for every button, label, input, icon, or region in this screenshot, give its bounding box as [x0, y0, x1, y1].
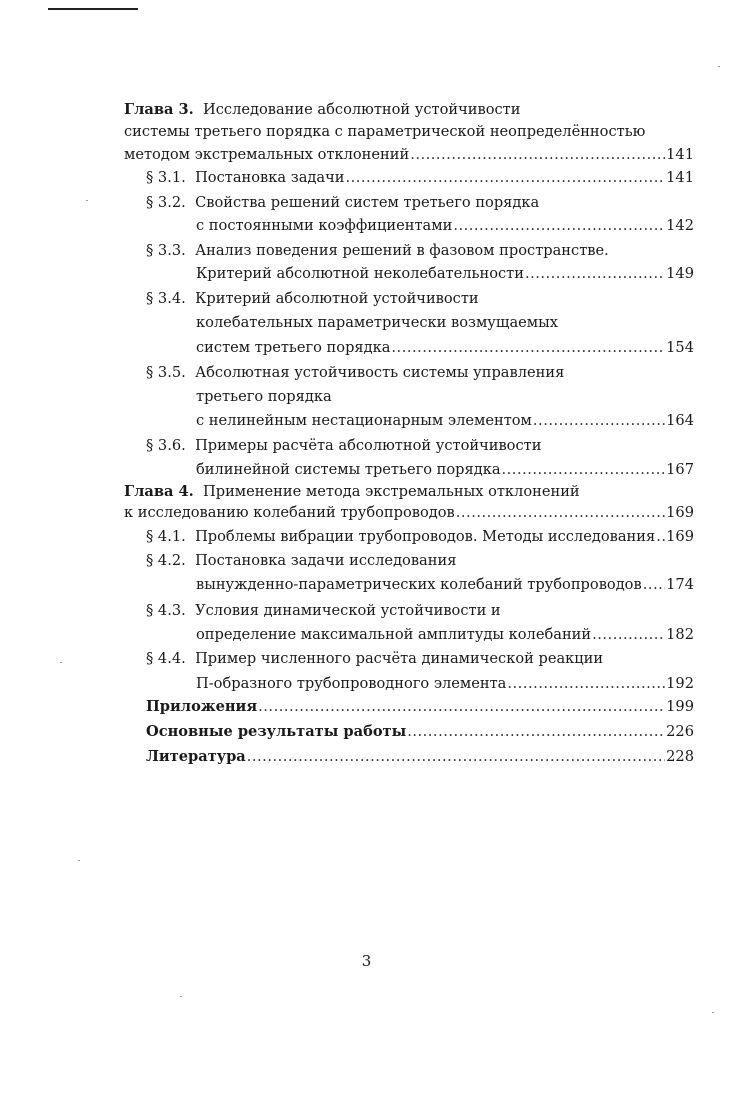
dot-leader [507, 673, 665, 695]
page-ref: 199 [666, 698, 694, 715]
section-title: Анализ поведения решений в фазовом пространстве. [195, 242, 609, 259]
dot-leader [345, 167, 665, 189]
dot-leader [410, 144, 665, 166]
chapter-label: Глава 4. [124, 483, 194, 500]
section-number: § 3.2. [146, 194, 186, 211]
section-title: с нелинейным нестационарным элементом [196, 412, 532, 429]
dot-leader [391, 337, 665, 359]
toc-chapter-3-line-2 [124, 121, 645, 143]
toc-chapter-4-heading [124, 481, 580, 503]
scan-speck [86, 200, 88, 201]
section-title: Критерий абсолютной устойчивости [195, 290, 479, 307]
toc-results [146, 721, 694, 743]
page-ref: 169 [666, 504, 694, 521]
page-ref: 154 [666, 339, 694, 356]
toc-section-4-2-cont [196, 574, 694, 596]
section-title: Проблемы вибрации трубопроводов. Методы исследования [195, 528, 656, 545]
dot-leader [407, 721, 665, 743]
toc-section-4-4-cont [196, 673, 694, 695]
scan-speck [78, 860, 80, 861]
page-ref: 142 [666, 217, 694, 234]
section-title: Постановка задачи исследования [195, 552, 457, 569]
toc-section-3-4 [146, 288, 479, 310]
toc-chapter-3-heading [124, 99, 521, 121]
toc-literature [146, 746, 694, 768]
section-number: § 3.6. [146, 437, 186, 454]
toc-section-4-3-cont [196, 624, 694, 646]
page-ref: 141 [666, 146, 694, 163]
section-number: § 4.2. [146, 552, 186, 569]
dot-leader [643, 574, 665, 596]
section-title: с постоянными коэффициентами [196, 217, 453, 234]
page-ref: 169 [666, 528, 694, 545]
chapter-label: Глава 3. [124, 101, 194, 118]
section-title: Постановка задачи [195, 169, 345, 186]
page-ref: 192 [666, 675, 694, 692]
chapter-title-line: Применение метода экстремальных отклонений [203, 483, 580, 500]
dot-leader [453, 215, 665, 237]
section-title: Примеры расчёта абсолютной устойчивости [195, 437, 542, 454]
page-number: 3 [361, 952, 372, 970]
toc-section-3-2-cont [196, 215, 694, 237]
page-ref: 149 [666, 265, 694, 282]
toc-section-4-1 [146, 526, 694, 548]
section-title: П-образного трубопроводного элемента [196, 675, 507, 692]
dot-leader [592, 624, 665, 646]
page-ref: 141 [666, 169, 694, 186]
section-title: билинейной системы третьего порядка [196, 461, 501, 478]
section-number: § 4.1. [146, 528, 186, 545]
page-ref: 167 [666, 461, 694, 478]
section-number: § 3.5. [146, 364, 186, 381]
chapter-title-line: методом экстремальных отклонений [124, 146, 410, 163]
toc-section-3-4-cont [196, 337, 694, 359]
dot-leader [456, 502, 665, 524]
toc-section-4-4 [146, 648, 603, 670]
toc-chapter-4-entry [124, 502, 694, 524]
section-title: Свойства решений систем третьего порядка [195, 194, 540, 211]
toc-section-4-2 [146, 550, 456, 572]
dot-leader [656, 526, 665, 548]
scan-speck [60, 662, 62, 663]
top-rule [48, 8, 138, 10]
chapter-title-line: к исследованию колебаний трубопроводов [124, 504, 455, 521]
section-number: § 3.3. [146, 242, 186, 259]
section-title: Условия динамической устойчивости и [195, 602, 501, 619]
back-matter-title: Литература [146, 748, 246, 765]
scan-speck [180, 996, 182, 997]
page-ref: 228 [666, 748, 694, 765]
page-ref: 226 [666, 723, 694, 740]
toc-section-3-4-line-2 [196, 312, 558, 334]
toc-section-3-1 [146, 167, 694, 189]
section-title: вынужденно-параметрических колебаний трубопроводов [196, 576, 642, 593]
section-number: § 4.4. [146, 650, 186, 667]
chapter-title-line: Исследование абсолютной устойчивости [203, 101, 521, 118]
toc-section-3-6-cont [196, 459, 694, 481]
section-title: систем третьего порядка [196, 339, 391, 356]
dot-leader [247, 746, 665, 768]
page-ref: 174 [666, 576, 694, 593]
toc-section-3-5 [146, 362, 564, 384]
toc-section-3-3-cont [196, 263, 694, 285]
toc-section-4-3 [146, 600, 501, 622]
section-title: третьего порядка [196, 388, 332, 405]
section-number: § 3.1. [146, 169, 186, 186]
page-ref: 182 [666, 626, 694, 643]
scan-speck [718, 66, 720, 67]
back-matter-title: Основные результаты работы [146, 723, 407, 740]
section-title: Критерий абсолютной неколебательности [196, 265, 524, 282]
toc-section-3-3 [146, 240, 609, 262]
dot-leader [502, 459, 666, 481]
dot-leader [525, 263, 665, 285]
toc-chapter-3-entry [124, 144, 694, 166]
toc-appendix [146, 696, 694, 718]
toc-section-3-2 [146, 192, 539, 214]
toc-section-3-6 [146, 435, 541, 457]
scan-speck [712, 1012, 714, 1013]
dot-leader [533, 410, 665, 432]
section-number: § 3.4. [146, 290, 186, 307]
section-title: колебательных параметрически возмущаемых [196, 314, 558, 331]
toc-section-3-5-line-2 [196, 386, 332, 408]
chapter-title-line: системы третьего порядка с параметрической неопределённостью [124, 123, 646, 140]
dot-leader [258, 696, 665, 718]
page-ref: 164 [666, 412, 694, 429]
back-matter-title: Приложения [146, 698, 258, 715]
section-title: Абсолютная устойчивость системы управления [195, 364, 565, 381]
section-title: определение максимальной амплитуды колебаний [196, 626, 592, 643]
section-number: § 4.3. [146, 602, 186, 619]
toc-section-3-5-cont [196, 410, 694, 432]
section-title: Пример численного расчёта динамической реакции [195, 650, 604, 667]
